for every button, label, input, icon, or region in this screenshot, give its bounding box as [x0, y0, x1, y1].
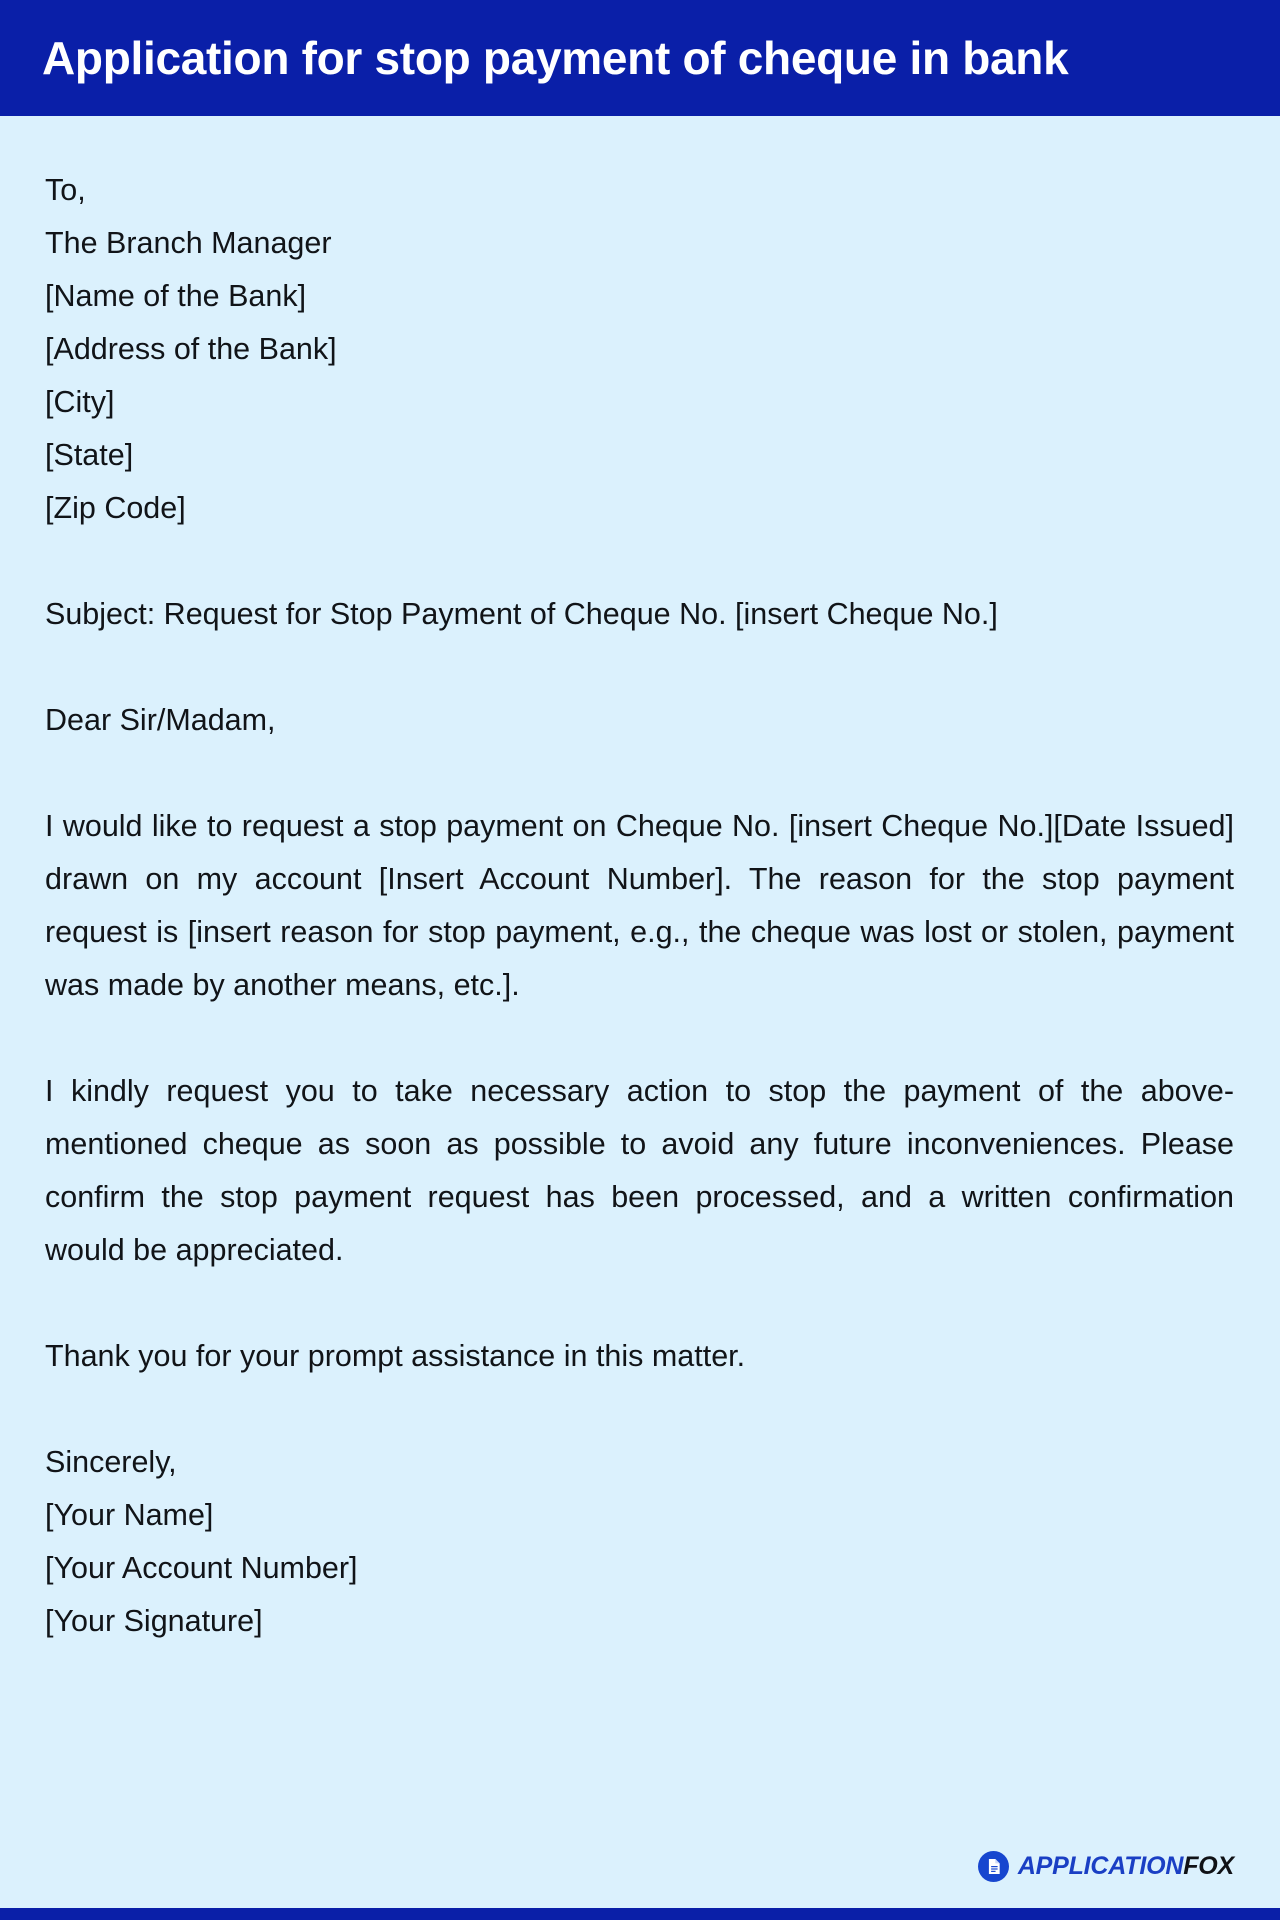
spacer-before-signature — [45, 1383, 1234, 1436]
recipient-line-zip: [Zip Code] — [45, 491, 186, 525]
recipient-line-bank-address: [Address of the Bank] — [45, 332, 337, 366]
brand-name-secondary: FOX — [1183, 1852, 1234, 1880]
recipient-line-manager: The Branch Manager — [45, 226, 332, 260]
recipient-line-to: To, — [45, 173, 86, 207]
page-title: Application for stop payment of cheque in bank — [42, 31, 1069, 84]
brand-name — [1018, 1854, 1234, 1879]
brand-name-primary: APPLICATION — [1017, 1852, 1184, 1880]
body-paragraph-2: I kindly request you to take necessary action to stop the payment of the above-mentioned cheque as soon as possible to avoid any future inconveniences. Please confirm the stop payment request has been processed, and a written confirmation would be appreciated. — [45, 1074, 1234, 1267]
recipient-address-block — [45, 164, 1234, 535]
body-paragraph-1: I would like to request a stop payment on Cheque No. [insert Cheque No.][Date Issued] drawn on my account [Insert Account Number]. The reason for the stop payment request is [insert reason for stop payment, e.g., the cheque was lost or stolen, payment was made by another means, etc.]. — [45, 809, 1234, 1002]
closing-thanks: Thank you for your prompt assistance in this matter. — [45, 1339, 746, 1373]
signature-your-signature: [Your Signature] — [45, 1604, 263, 1638]
signature-block — [45, 1436, 1234, 1648]
spacer-between-paragraphs — [45, 1012, 1234, 1065]
recipient-line-state: [State] — [45, 438, 134, 472]
recipient-line-city: [City] — [45, 385, 115, 419]
signature-sincerely: Sincerely, — [45, 1445, 177, 1479]
subject-line: Subject: Request for Stop Payment of Cheque No. [insert Cheque No.] — [45, 597, 998, 631]
letter-content — [0, 116, 1280, 1908]
salutation: Dear Sir/Madam, — [45, 703, 276, 737]
spacer-after-address — [45, 535, 1234, 588]
brand-logo — [978, 1851, 1234, 1882]
footer-bar — [0, 1908, 1280, 1920]
signature-account-number: [Your Account Number] — [45, 1551, 358, 1585]
spacer-after-subject — [45, 641, 1234, 694]
spacer-before-thanks — [45, 1277, 1234, 1330]
recipient-line-bank-name: [Name of the Bank] — [45, 279, 307, 313]
document-icon — [978, 1851, 1009, 1882]
spacer-after-salutation — [45, 747, 1234, 800]
signature-your-name: [Your Name] — [45, 1498, 214, 1532]
header-banner — [0, 0, 1280, 116]
